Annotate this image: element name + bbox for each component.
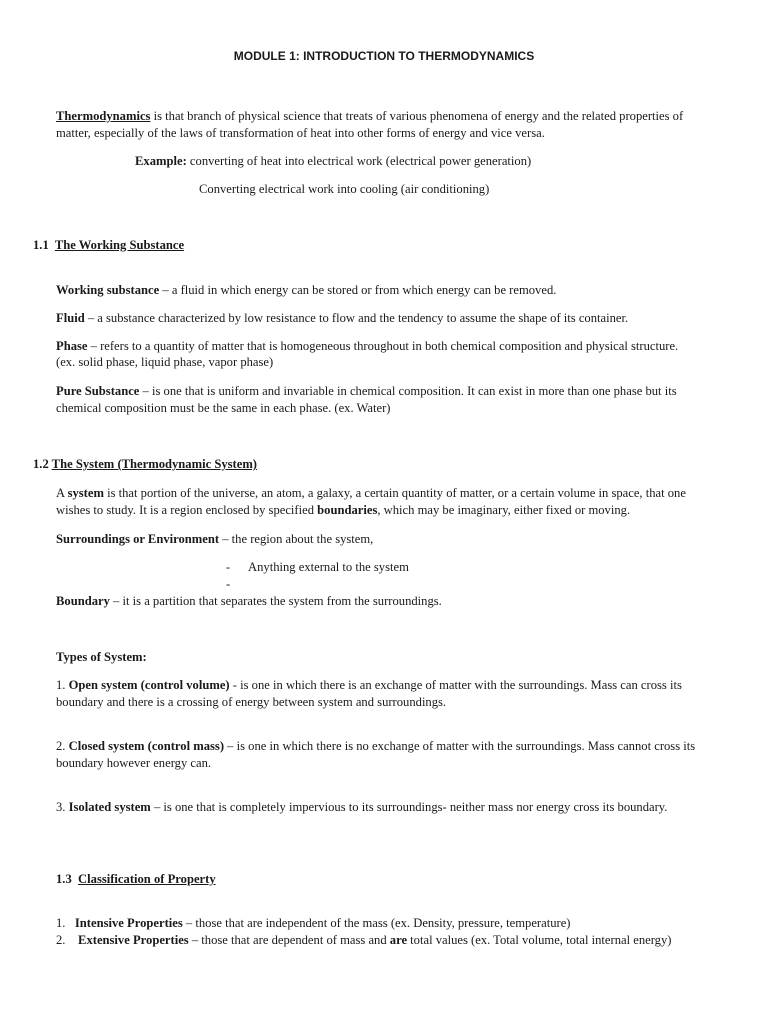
- closed-system-definition: 2. Closed system (control mass) – is one in which there is no exchange of matter with the surroundings. Mass cannot cross its: [56, 739, 696, 753]
- system-definition: A system is that portion of the universe, an atom, a galaxy, a certain quantity of matter, or a certain volume in space, that one: [56, 486, 686, 500]
- types-of-system-heading: Types of System:: [56, 650, 147, 664]
- open-system-line-2: boundary and there is a crossing of energy between system and surroundings.: [56, 695, 447, 709]
- extensive-properties-item: 2. Extensive Properties – those that are dependent of mass and are total values (ex. Total volume, total internal energy): [56, 933, 672, 947]
- surroundings-bullet: Anything external to the system: [248, 560, 409, 574]
- list-dash: -: [226, 560, 231, 574]
- example-label: Example:: [135, 154, 187, 168]
- closed-system-line-2: boundary however energy can.: [56, 756, 212, 770]
- intensive-properties-item: 1. Intensive Properties – those that are independent of the mass (ex. Density, pressure, temperature): [56, 916, 571, 930]
- section-heading-1-2: 1.2 The System (Thermodynamic System): [33, 457, 258, 471]
- list-dash-empty: -: [226, 577, 231, 591]
- open-system-definition: 1. Open system (control volume) - is one in which there is an exchange of matter with the surroundings. Mass can cross its: [56, 678, 682, 692]
- pure-substance-line-2: chemical composition must be the same in each phase. (ex. Water): [56, 401, 391, 415]
- example-line-2: Converting electrical work into cooling (air conditioning): [199, 182, 490, 196]
- thermodynamics-term: Thermodynamics: [56, 109, 151, 123]
- surroundings-definition: Surroundings or Environment – the region about the system,: [56, 532, 374, 546]
- pure-substance-definition: Pure Substance – is one that is uniform and invariable in chemical composition. It can exist in more than one phase but its: [56, 384, 677, 398]
- intro-line-1: Thermodynamics is that branch of physical science that treats of various phenomena of energy and the related properties of: [56, 109, 684, 123]
- phase-definition: Phase – refers to a quantity of matter that is homogeneous throughout in both chemical composition and physical structure.: [56, 339, 679, 353]
- example-line-1: Example: converting of heat into electrical work (electrical power generation): [135, 154, 532, 168]
- boundary-definition: Boundary – it is a partition that separates the system from the surroundings.: [56, 594, 442, 608]
- intro-line-2: matter, especially of the laws of transformation of heat into other forms of energy and vice versa.: [56, 126, 545, 140]
- fluid-definition: Fluid – a substance characterized by low resistance to flow and the tendency to assume the shape of its container.: [56, 311, 629, 325]
- section-heading-1-1: 1.1 The Working Substance: [33, 238, 185, 252]
- system-definition-line-2: wishes to study. It is a region enclosed by specified boundaries, which may be imaginary, either fixed or moving.: [56, 503, 631, 517]
- section-heading-1-3: 1.3 Classification of Property: [56, 872, 216, 886]
- isolated-system-definition: 3. Isolated system – is one that is completely impervious to its surroundings- neither mass nor energy cross its boundary.: [56, 800, 668, 814]
- phase-examples: (ex. solid phase, liquid phase, vapor phase): [56, 355, 274, 369]
- page-title: MODULE 1: INTRODUCTION TO THERMODYNAMICS: [233, 49, 535, 63]
- working-substance-definition: Working substance – a fluid in which energy can be stored or from which energy can be removed.: [56, 283, 557, 297]
